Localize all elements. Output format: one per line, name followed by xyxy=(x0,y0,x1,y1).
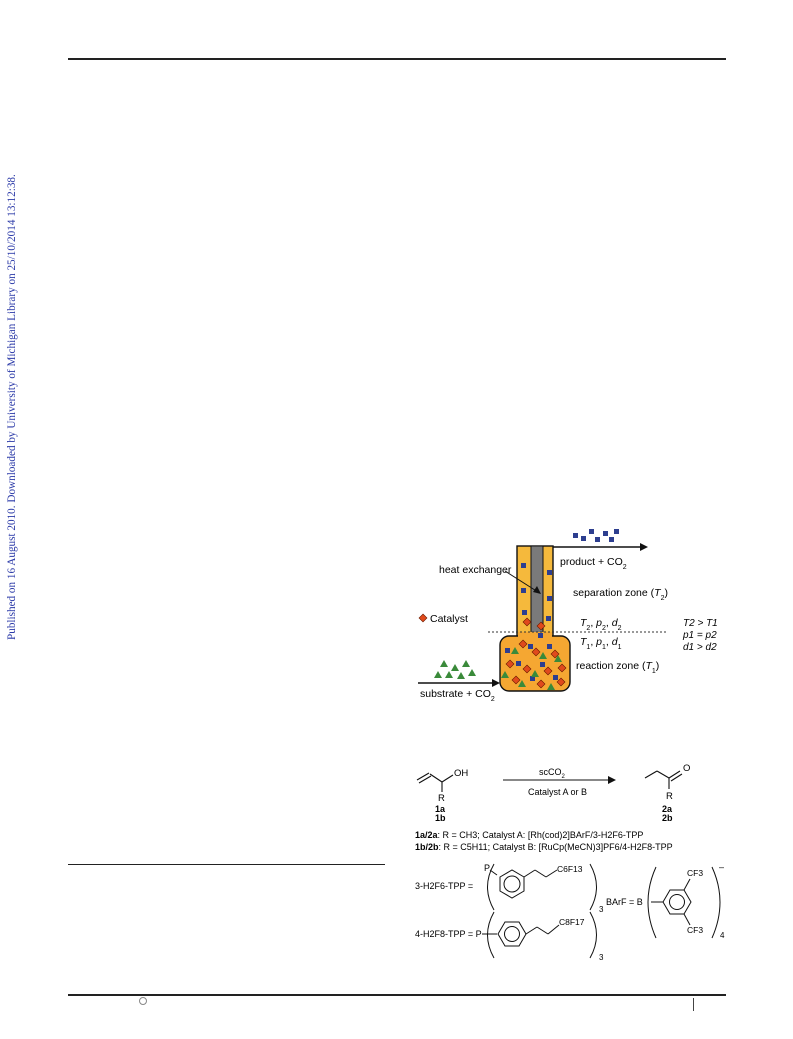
ligand1-subscript: 3 xyxy=(599,905,604,914)
substrate-label: substrate + $CO_2$ xyxy=(420,688,495,703)
catalyst-legend-label: Catalyst xyxy=(430,613,468,625)
ligand2-label: 4-H2F8-TPP = P xyxy=(415,929,482,939)
ligand1-label: 3-H2F6-TPP = xyxy=(415,881,474,891)
footnote-rule xyxy=(68,864,385,865)
arrow-condition-bottom: Catalyst A or B xyxy=(528,787,588,797)
lower-conditions: $T_1$, $p_1$, $d_1$ xyxy=(580,636,622,651)
product-label: product + $CO_2$ xyxy=(560,556,627,571)
upper-conditions: $T_2$, $p_2$, $d_2$ xyxy=(580,617,622,632)
ligand1-chain: C6F13 xyxy=(557,864,583,874)
oh-label: OH xyxy=(454,768,469,779)
relation-temperature: T2 > T1 xyxy=(683,618,718,629)
download-note: Published on 16 August 2010. Downloaded by University of Michigan Library on 25/10/2014 13:12:38. xyxy=(6,174,18,640)
barf-subscript: 4 xyxy=(720,931,725,940)
reactor-scheme xyxy=(410,518,730,708)
relation-density: d1 > d2 xyxy=(683,642,717,653)
label-1a: 1a xyxy=(435,804,446,814)
reaction-scheme xyxy=(410,760,730,960)
footer-circle-icon xyxy=(139,997,147,1005)
label-2b: 2b xyxy=(662,813,673,823)
arrow-condition-top: scCO$_2$ xyxy=(539,767,565,780)
definition-line-1: 1a/2a: R = CH3; Catalyst A: [Rh(cod)2]BArF/3-H2F6-TPP xyxy=(415,830,644,840)
substrate-structure xyxy=(417,773,453,792)
heat-exchanger-label: heat exchanger xyxy=(439,564,512,576)
label-2a: 2a xyxy=(662,804,673,814)
ligand1-phosphorus: P xyxy=(484,863,491,873)
relation-pressure: p1 = p2 xyxy=(683,630,717,641)
download-sidebar xyxy=(2,174,22,640)
definition-line-2: 1b/2b: R = C5H11; Catalyst B: [RuCp(MeCN)3]PF6/4-H2F8-TPP xyxy=(415,842,673,852)
barf-cf3-top: CF3 xyxy=(687,868,704,878)
ligand2-subscript: 3 xyxy=(599,953,604,960)
o-label: O xyxy=(683,763,691,774)
barf-label: BArF = B xyxy=(606,897,643,907)
footer-rule xyxy=(68,994,726,996)
r-right-label: R xyxy=(666,791,673,802)
header-rule xyxy=(68,58,726,60)
barf-charge: – xyxy=(719,862,725,872)
reaction-zone-label: reaction zone $(T_1)$ xyxy=(576,660,660,675)
separation-zone-label: separation zone $(T_2)$ xyxy=(573,587,668,602)
label-1b: 1b xyxy=(435,813,446,823)
barf-structure xyxy=(648,867,720,938)
product-structure xyxy=(645,771,682,789)
r-left-label: R xyxy=(438,793,445,804)
footer-divider xyxy=(693,998,694,1011)
barf-cf3-bottom: CF3 xyxy=(687,925,704,935)
ligand2-chain: C8F17 xyxy=(559,917,585,927)
